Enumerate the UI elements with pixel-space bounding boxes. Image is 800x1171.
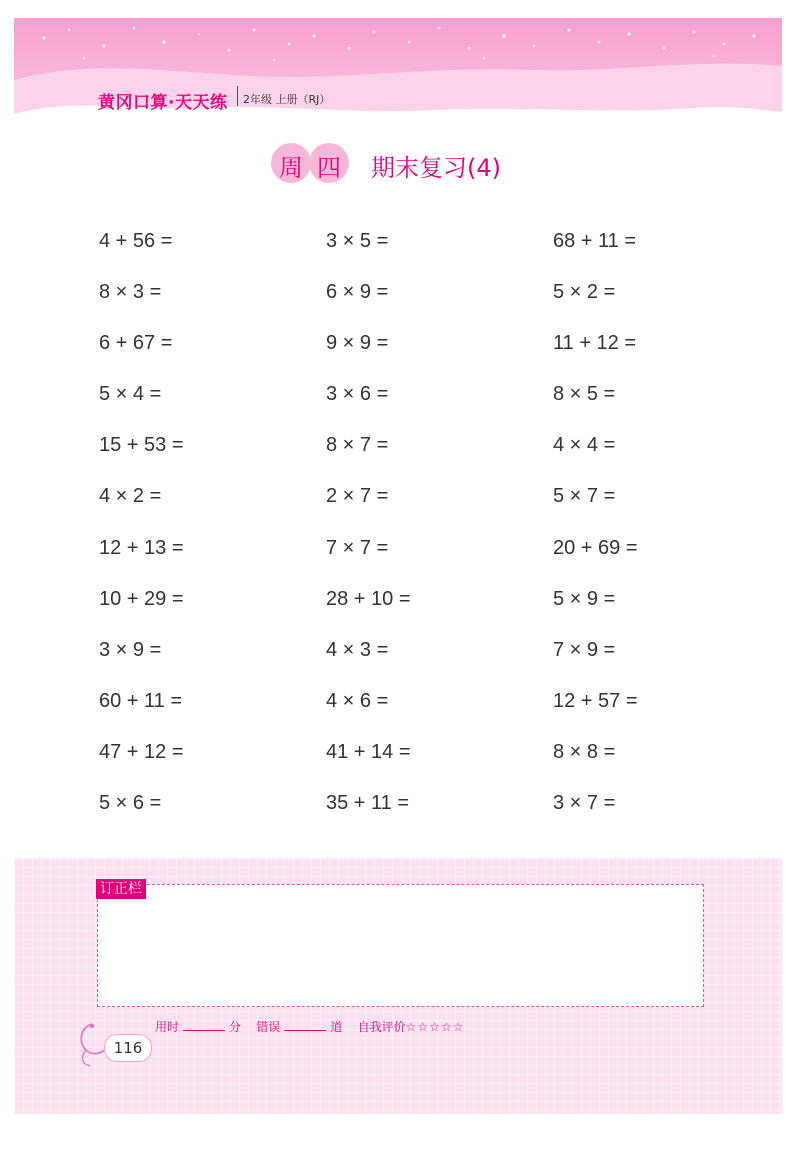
rating-stars-icon[interactable]: ☆☆☆☆☆ <box>405 1020 465 1034</box>
problem-c2-r5: 8 × 7 = <box>326 434 389 456</box>
problem-c1-r12: 5 × 6 = <box>99 792 162 814</box>
problem-c1-r1: 4 + 56 = <box>99 230 173 252</box>
problem-c1-r9: 3 × 9 = <box>99 639 162 661</box>
errors-label: 错误 <box>256 1020 281 1034</box>
page-number: 116 <box>104 1034 152 1062</box>
problem-c1-r6: 4 × 2 = <box>99 485 162 507</box>
problem-c3-r2: 5 × 2 = <box>553 281 616 303</box>
problem-c1-r8: 10 + 29 = <box>99 588 184 610</box>
problem-c2-r4: 3 × 6 = <box>326 383 389 405</box>
problem-c3-r10: 12 + 57 = <box>553 690 638 712</box>
problem-c2-r7: 7 × 7 = <box>326 537 389 559</box>
problem-c3-r3: 11 + 12 = <box>553 332 637 354</box>
title-day-char-2: 四 <box>317 154 341 182</box>
problem-c2-r2: 6 × 9 = <box>326 281 389 303</box>
problem-c2-r12: 35 + 11 = <box>326 792 410 814</box>
problem-c2-r8: 28 + 10 = <box>326 588 411 610</box>
problem-c3-r9: 7 × 9 = <box>553 639 616 661</box>
items-label: 道 <box>330 1020 343 1034</box>
problem-c1-r11: 47 + 12 = <box>99 741 184 763</box>
time-blank[interactable] <box>183 1018 225 1031</box>
problem-c3-r8: 5 × 9 = <box>553 588 616 610</box>
correction-label: 订正栏 <box>96 879 146 899</box>
problem-c3-r6: 5 × 7 = <box>553 485 616 507</box>
brand-divider <box>237 86 238 106</box>
problem-c1-r4: 5 × 4 = <box>99 383 162 405</box>
problem-c2-r9: 4 × 3 = <box>326 639 389 661</box>
problem-c2-r1: 3 × 5 = <box>326 230 389 252</box>
problem-c1-r7: 12 + 13 = <box>99 537 184 559</box>
problem-c3-r11: 8 × 8 = <box>553 741 616 763</box>
problem-c3-r5: 4 × 4 = <box>553 434 616 456</box>
problem-c1-r5: 15 + 53 = <box>99 434 184 456</box>
page-title: 期末复习(4) <box>371 154 501 182</box>
problem-c2-r3: 9 × 9 = <box>326 332 389 354</box>
errors-blank[interactable] <box>284 1018 326 1031</box>
footer-stats <box>155 1018 464 1035</box>
self-eval-label: 自我评价 <box>357 1020 406 1034</box>
minutes-label: 分 <box>229 1020 242 1034</box>
correction-box[interactable] <box>97 884 704 1007</box>
problem-c2-r10: 4 × 6 = <box>326 690 389 712</box>
grade-label: 2年级 上册（RJ） <box>243 93 331 106</box>
title-day-char-1: 周 <box>279 154 303 182</box>
problem-c1-r3: 6 + 67 = <box>99 332 173 354</box>
problem-c3-r7: 20 + 69 = <box>553 537 638 559</box>
problem-c1-r2: 8 × 3 = <box>99 281 162 303</box>
problem-c3-r4: 8 × 5 = <box>553 383 616 405</box>
problem-c3-r12: 3 × 7 = <box>553 792 616 814</box>
brand-title: 黄冈口算·天天练 <box>98 93 228 113</box>
problem-c2-r6: 2 × 7 = <box>326 485 389 507</box>
time-label: 用时 <box>155 1020 180 1034</box>
problem-c1-r10: 60 + 11 = <box>99 690 183 712</box>
problem-c3-r1: 68 + 11 = <box>553 230 637 252</box>
problem-c2-r11: 41 + 14 = <box>326 741 411 763</box>
